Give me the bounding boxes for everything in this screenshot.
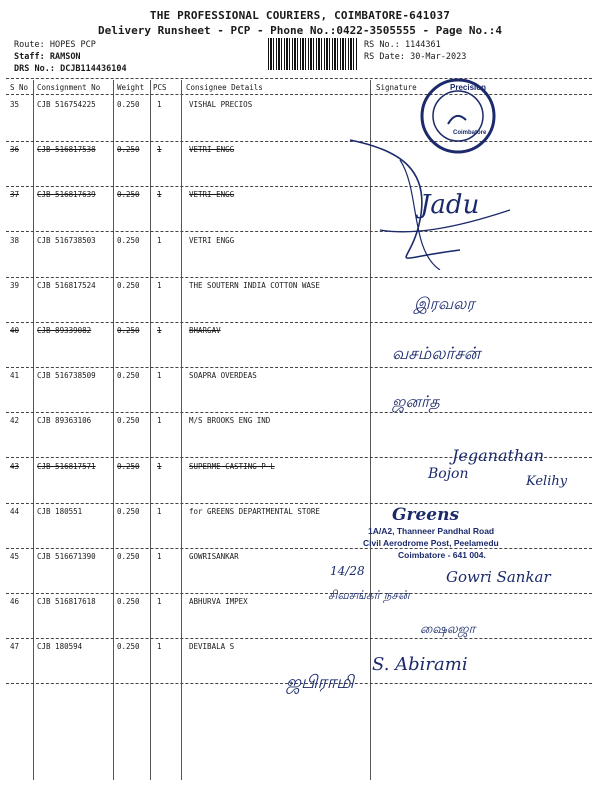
row-rule [6,503,592,504]
signature-row47-a: S. Abirami [372,654,468,675]
rs-date-label: RS Date: [364,52,405,62]
greens-stamp-line2: Civil Aerodrome Post, Peelamedu [363,538,499,548]
table-row [0,371,600,416]
signature-row46: ஷைலஜா [420,622,476,637]
row-weight: 0.250 [117,235,140,245]
drs-label: DRS No.: [14,64,55,74]
stamp-round-sub: Coimbatore [453,130,487,136]
row-sno: 39 [10,280,20,290]
row-pcs: 1 [157,642,162,652]
staff-label: Staff: [14,52,45,62]
greens-stamp-line3: Coimbatore - 641 004. [398,550,486,560]
header-bottom-rule [6,94,592,95]
row-consignment-no: CJB 516817524 [37,280,96,290]
row-rule [6,593,592,594]
drs-value: DCJB114436104 [60,64,127,74]
header-top-rule [6,78,592,79]
col-consignment: Consignment No [37,83,101,92]
signature-row45-a: 14/28 [330,564,365,578]
row-pcs: 1 [157,461,162,471]
row-rule [6,367,592,368]
row-weight: 0.250 [117,190,140,200]
route-label: Route: [14,40,45,50]
signature-row39: இரவலர [414,294,475,313]
row-consignment-no: CJB 516671390 [37,552,96,561]
table-row [0,281,600,326]
col-signature: Signature [376,83,417,92]
row-consignee: VETRI ENGG [189,145,235,155]
row-consignment-no: CJB 516817571 [37,461,96,471]
greens-stamp-name: Greens [392,505,460,525]
row-sno: 44 [10,506,20,516]
row-pcs: 1 [157,597,162,607]
row-consignee: THE SOUTERN INDIA COTTON WASE [189,280,320,290]
row-pcs: 1 [157,280,162,290]
company-title: THE PROFESSIONAL COURIERS, COIMBATORE-641037 [149,9,451,22]
row-pcs: 1 [157,552,162,561]
row-sno: 42 [10,416,20,426]
row-pcs: 1 [157,326,162,335]
row-consignee: VETRI ENGG [189,235,235,245]
row-pcs: 1 [157,190,162,200]
row-consignment-no: CJB 516817538 [37,145,96,155]
row-sno: 35 [10,100,20,109]
row-consignment-no: CJB 516817639 [37,190,96,200]
row-consignee: M/S BROOKS ENG IND [189,416,271,426]
signature-row41: ஜனர்த [392,392,440,411]
row-consignee: BHARGAV [189,326,221,335]
row-consignment-no: CJB 516738503 [37,235,96,245]
staff-line [14,52,81,62]
row-consignee: VISHAL PRECIOS [189,100,253,109]
row-consignee: for GREENS DEPARTMENTAL STORE [189,506,320,516]
row-consignment-no: CJB 516754225 [37,100,96,109]
row-consignee: GOWRISANKAR [189,552,239,561]
rs-date-value: 30-Mar-2023 [410,52,467,62]
table-row [0,326,600,371]
row-consignment-no: CJB 180594 [37,642,83,652]
row-weight: 0.250 [117,416,140,426]
row-weight: 0.250 [117,461,140,471]
row-weight: 0.250 [117,506,140,516]
signature-row45-c: சிவசங்கர் நசன் [328,588,410,602]
barcode [268,38,358,70]
row-consignee: ABHURVA IMPEX [189,597,248,607]
row-pcs: 1 [157,100,162,109]
row-consignee: SOAPRA OVERDEAS [189,371,257,381]
table-row [0,462,600,507]
row-weight: 0.250 [117,597,140,607]
row-pcs: 1 [157,506,162,516]
row-consignment-no: CJB 516738509 [37,371,96,381]
row-rule [6,277,592,278]
route-value: HOPES PCP [49,40,96,50]
signature-row37: Jadu [420,190,480,220]
row-weight: 0.250 [117,326,140,335]
signature-row40: வசம்லர்சன் [392,344,481,364]
rs-no-label: RS No.: [364,40,400,50]
signature-row43-a: Jeganathan [452,446,545,465]
row-weight: 0.250 [117,280,140,290]
row-sno: 47 [10,642,20,652]
row-weight: 0.250 [117,552,140,561]
col-details: Consignee Details [186,83,263,92]
row-weight: 0.250 [117,642,140,652]
row-pcs: 1 [157,145,162,155]
rs-no-line [364,40,441,50]
rs-date-line [364,52,466,62]
row-consignee: SUPERME CASTING P L [189,461,275,471]
runsheet-subtitle: Delivery Runsheet - PCP - Phone No.:0422-3505555 - Page No.:4 [98,24,502,37]
row-weight: 0.250 [117,145,140,155]
row-sno: 41 [10,371,20,381]
row-consignment-no: CJB 89363106 [37,416,92,426]
row-sno: 46 [10,597,20,607]
row-sno: 37 [10,190,20,200]
signature-row43-c: Kelihy [526,474,568,489]
row-sno: 36 [10,145,20,155]
col-weight: Weight [117,83,145,92]
row-sno: 45 [10,552,20,561]
row-consignment-no: CJB 89339082 [37,326,92,335]
row-consignee: DEVIBALA S [189,642,235,652]
signature-row45-b: Gowri Sankar [446,568,551,586]
col-pcs: PCS [153,83,167,92]
row-weight: 0.250 [117,100,140,109]
row-sno: 38 [10,235,20,245]
drs-line [14,64,127,74]
stamp-round-text: Precision [450,83,487,92]
row-sno: 43 [10,461,20,471]
row-sno: 40 [10,326,20,335]
signature-row47-b: ஜபிராமி [286,672,354,693]
table-row [0,597,600,642]
table-row [0,507,600,552]
row-pcs: 1 [157,371,162,381]
row-consignee: VETRI ENGG [189,190,235,200]
rs-no-value: 1144361 [404,40,441,50]
row-rule [6,412,592,413]
row-rule [6,548,592,549]
greens-stamp-line1: 1A/A2, Thanneer Pandhal Road [368,526,495,536]
signature-row43-b: Bojon [428,466,469,482]
row-pcs: 1 [157,235,162,245]
row-rule [6,322,592,323]
row-weight: 0.250 [117,371,140,381]
staff-value: RAMSON [49,52,81,62]
route-line [14,40,96,50]
row-pcs: 1 [157,416,162,426]
row-consignment-no: CJB 180551 [37,506,83,516]
col-sno: S No [10,83,29,92]
row-consignment-no: CJB 516817618 [37,597,96,607]
row-rule [6,638,592,639]
